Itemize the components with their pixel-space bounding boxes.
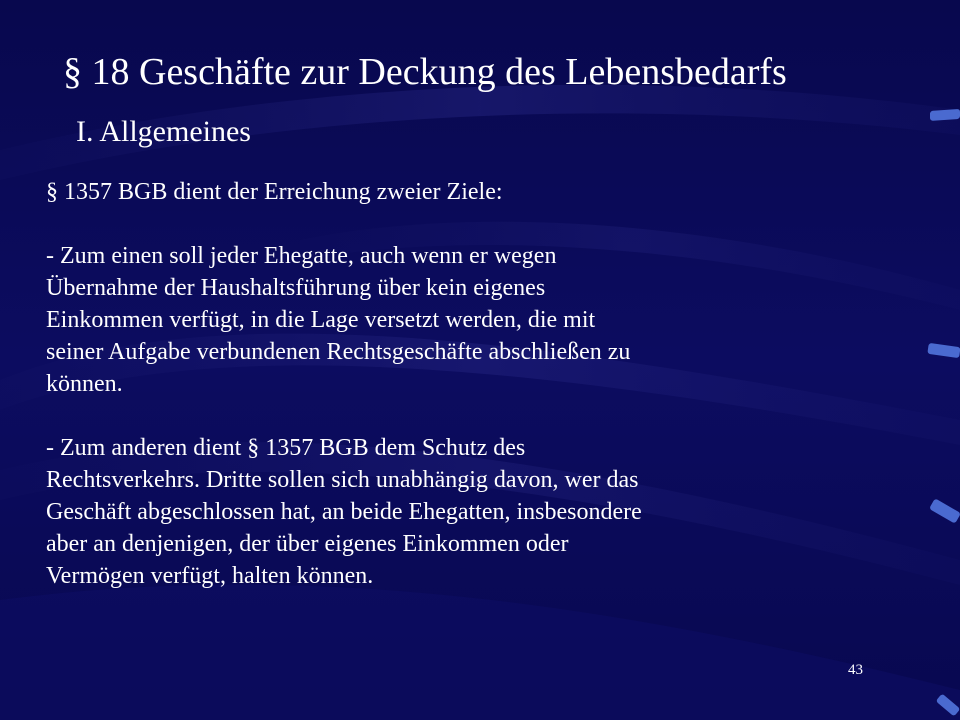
paragraph-2-line: Rechtsverkehrs. Dritte sollen sich unabhängig davon, wer das — [46, 467, 639, 493]
slide-subtitle: I. Allgemeines — [76, 115, 251, 148]
paragraph-1-line: - Zum einen soll jeder Ehegatte, auch wenn er wegen — [46, 243, 557, 269]
spacer — [46, 208, 866, 240]
paragraph-1-line: seiner Aufgabe verbundenen Rechtsgeschäfte abschließen zu — [46, 339, 631, 365]
paragraph-2-line: Vermögen verfügt, halten können. — [46, 563, 374, 589]
body-text — [46, 176, 866, 592]
intro-line: § 1357 BGB dient der Erreichung zweier Ziele: — [46, 179, 503, 205]
spacer — [46, 400, 866, 432]
paragraph-2-line: aber an denjenigen, der über eigenes Einkommen oder — [46, 531, 569, 557]
paragraph-1-line: Übernahme der Haushaltsführung über kein eigenes — [46, 275, 546, 301]
slide-title: § 18 Geschäfte zur Deckung des Lebensbedarfs — [63, 51, 787, 93]
paragraph-1-line: Einkommen verfügt, in die Lage versetzt werden, die mit — [46, 307, 596, 333]
paragraph-1-line: können. — [46, 371, 123, 397]
page-number: 43 — [848, 662, 863, 678]
paragraph-2-line: - Zum anderen dient § 1357 BGB dem Schutz des — [46, 435, 526, 461]
paragraph-2-line: Geschäft abgeschlossen hat, an beide Ehegatten, insbesondere — [46, 499, 642, 525]
